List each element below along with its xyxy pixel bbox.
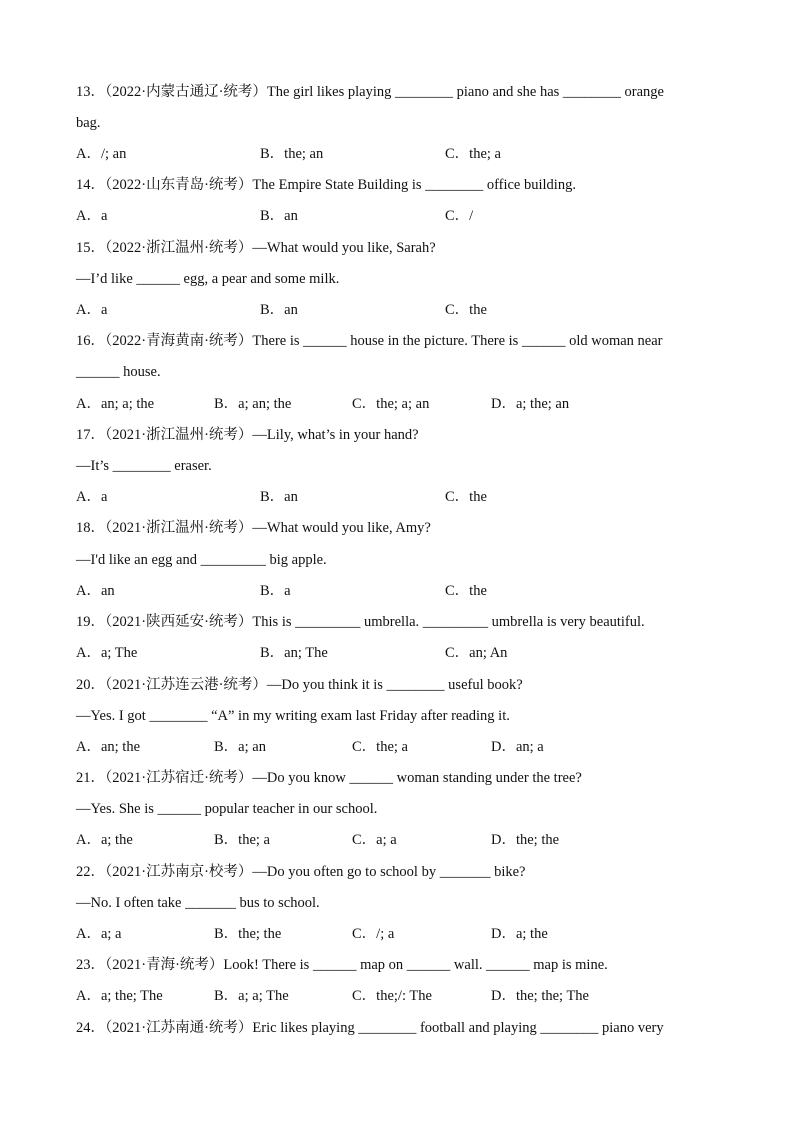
question-stem: —What would you like, Amy?	[252, 520, 431, 536]
question-stem: —I’d like ______ egg, a pear and some milk.	[76, 271, 340, 287]
question-20-line-2	[76, 707, 726, 725]
option-d[interactable]: D．an; a	[491, 739, 544, 755]
question-number: 18．	[76, 520, 105, 536]
question-source: （2021·浙江温州·统考）	[105, 520, 253, 536]
question-source: （2022·内蒙古通辽·统考）	[105, 84, 267, 100]
option-d[interactable]: D．the; the	[491, 832, 560, 848]
question-source: （2021·江苏宿迁·统考）	[105, 770, 253, 786]
question-stem: Look! There is ______ map on ______ wall. ______ map is mine.	[223, 957, 608, 973]
option-a[interactable]: A．a; the	[76, 832, 133, 848]
question-stem: The girl likes playing ________ piano and she has ________ orange	[266, 84, 664, 100]
question-stem: —Lily, what’s in your hand?	[252, 427, 419, 443]
question-18-line-2	[76, 551, 726, 569]
question-number: 16．	[76, 333, 105, 349]
question-23-line-1	[76, 956, 726, 974]
question-source: （2022·浙江温州·统考）	[105, 240, 253, 256]
question-stem: —Do you think it is ________ useful book?	[266, 677, 523, 693]
question-22-line-2	[76, 894, 726, 912]
option-b[interactable]: B．a; a; The	[214, 988, 289, 1004]
question-22-line-1	[76, 863, 726, 881]
option-b[interactable]: B．the; a	[214, 832, 270, 848]
option-c[interactable]: C．a; a	[352, 832, 397, 848]
question-24-line-1	[76, 1019, 726, 1037]
question-13-line-1	[76, 83, 726, 101]
question-source: （2021·浙江温州·统考）	[105, 427, 253, 443]
question-14-line-1	[76, 176, 726, 194]
option-a[interactable]: A．a; a	[76, 926, 122, 942]
question-15-line-1	[76, 239, 726, 257]
question-number: 13．	[76, 84, 105, 100]
option-b[interactable]: B．a; an; the	[214, 396, 292, 412]
option-a[interactable]: A．an; the	[76, 739, 141, 755]
question-13-line-2	[76, 114, 726, 132]
question-stem: ______ house.	[76, 364, 161, 380]
question-19-line-1	[76, 613, 726, 631]
question-stem: —I'd like an egg and _________ big apple.	[76, 552, 327, 568]
question-stem: Eric likes playing ________ football and playing ________ piano very	[252, 1020, 664, 1036]
question-21-line-1	[76, 769, 726, 787]
question-number: 21．	[76, 770, 105, 786]
question-number: 22．	[76, 864, 105, 880]
option-a[interactable]: A．an; a; the	[76, 396, 155, 412]
option-a[interactable]: A．a	[76, 208, 108, 224]
option-c[interactable]: C．an; An	[445, 645, 508, 661]
question-stem: —Do you know ______ woman standing under the tree?	[252, 770, 582, 786]
option-c[interactable]: C．the	[445, 489, 487, 505]
question-18-line-1	[76, 519, 726, 537]
question-stem: There is ______ house in the picture. There is ______ old woman near	[252, 333, 663, 349]
question-number: 23．	[76, 957, 105, 973]
question-source: （2021·青海·统考）	[105, 957, 224, 973]
option-b[interactable]: B．an	[260, 302, 298, 318]
question-stem: The Empire State Building is ________ office building.	[252, 177, 576, 193]
question-stem: —Do you often go to school by _______ bike?	[252, 864, 526, 880]
option-a[interactable]: A．a	[76, 489, 108, 505]
option-b[interactable]: B．an	[260, 489, 298, 505]
option-a[interactable]: A．/; an	[76, 146, 127, 162]
question-21-line-2	[76, 800, 726, 818]
question-number: 17．	[76, 427, 105, 443]
option-c[interactable]: C．/; a	[352, 926, 395, 942]
question-source: （2021·江苏连云港·统考）	[105, 677, 267, 693]
option-a[interactable]: A．a	[76, 302, 108, 318]
question-stem: —What would you like, Sarah?	[252, 240, 436, 256]
question-stem: This is _________ umbrella. _________ umbrella is very beautiful.	[252, 614, 645, 630]
question-stem: bag.	[76, 115, 101, 131]
option-d[interactable]: D．a; the; an	[491, 396, 570, 412]
option-b[interactable]: B．the; the	[214, 926, 282, 942]
question-source: （2022·山东青岛·统考）	[105, 177, 253, 193]
option-b[interactable]: B．a	[260, 583, 291, 599]
option-c[interactable]: C．the; a	[352, 739, 408, 755]
question-number: 24．	[76, 1020, 105, 1036]
question-number: 14．	[76, 177, 105, 193]
option-c[interactable]: C．the; a; an	[352, 396, 430, 412]
question-stem: —Yes. I got ________ “A” in my writing exam last Friday after reading it.	[76, 708, 510, 724]
option-b[interactable]: B．an	[260, 208, 298, 224]
option-c[interactable]: C．the	[445, 302, 487, 318]
option-c[interactable]: C．the; a	[445, 146, 501, 162]
question-number: 19．	[76, 614, 105, 630]
option-c[interactable]: C．the	[445, 583, 487, 599]
option-d[interactable]: D．a; the	[491, 926, 548, 942]
question-stem: —It’s ________ eraser.	[76, 458, 212, 474]
option-a[interactable]: A．a; the; The	[76, 988, 163, 1004]
question-17-line-2	[76, 457, 726, 475]
question-17-line-1	[76, 426, 726, 444]
option-c[interactable]: C．the;/: The	[352, 988, 432, 1004]
question-source: （2021·陕西延安·统考）	[105, 614, 253, 630]
option-b[interactable]: B．the; an	[260, 146, 324, 162]
question-15-line-2	[76, 270, 726, 288]
question-20-line-1	[76, 676, 726, 694]
question-number: 20．	[76, 677, 105, 693]
option-a[interactable]: A．a; The	[76, 645, 138, 661]
question-stem: —Yes. She is ______ popular teacher in our school.	[76, 801, 378, 817]
option-a[interactable]: A．an	[76, 583, 115, 599]
option-b[interactable]: B．a; an	[214, 739, 266, 755]
question-16-line-2	[76, 363, 726, 381]
option-c[interactable]: C．/	[445, 208, 474, 224]
question-source: （2022·青海黄南·统考）	[105, 333, 253, 349]
question-source: （2021·江苏南通·统考）	[105, 1020, 253, 1036]
question-source: （2021·江苏南京·校考）	[105, 864, 253, 880]
option-d[interactable]: D．the; the; The	[491, 988, 589, 1004]
question-16-line-1	[76, 332, 726, 350]
question-stem: —No. I often take _______ bus to school.	[76, 895, 320, 911]
option-b[interactable]: B．an; The	[260, 645, 328, 661]
question-number: 15．	[76, 240, 105, 256]
